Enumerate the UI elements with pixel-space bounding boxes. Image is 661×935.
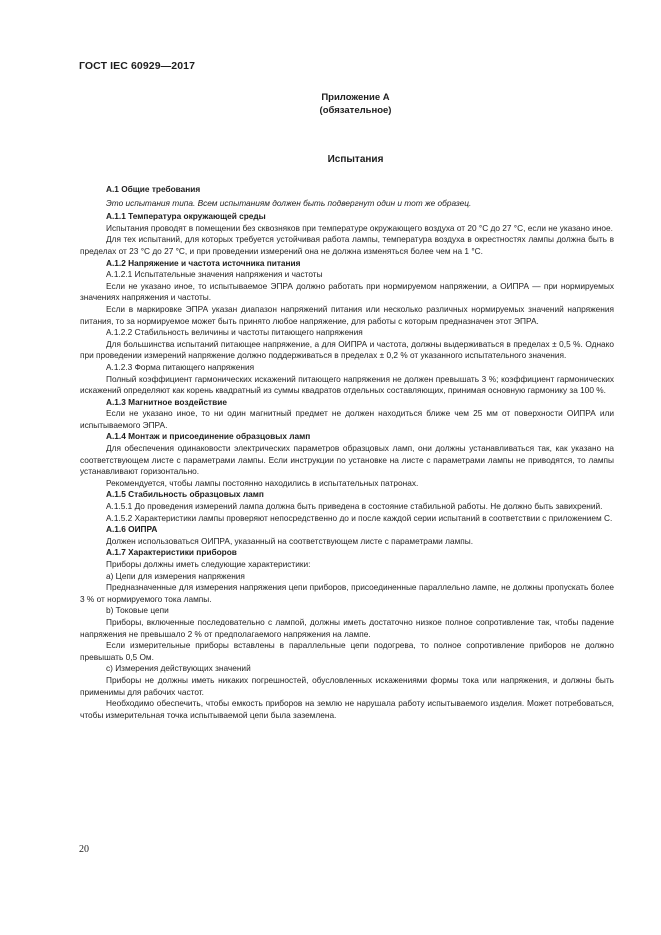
- italic-note: Это испытания типа. Всем испытаниям должен быть подвергнут один и тот же образец.: [106, 197, 472, 208]
- document-body: [80, 184, 614, 721]
- paragraph: Если не указано иное, то испытываемое ЭПРА должно работать при нормируемом напряжении, а ОИПРА — при нормируемых значениях напряжения и частоты.: [80, 280, 614, 303]
- paragraph: Предназначенные для измерения напряжения цепи приборов, присоединенные параллельно лампе, не должны пропускать более 3 % от нормируемого тока лампы.: [80, 582, 614, 604]
- paragraph: Должен использоваться ОИПРА, указанный на соответствующем листе с параметрами лампы.: [106, 535, 474, 546]
- paragraph: Приборы, включенные последовательно с лампой, должны иметь достаточно низкое полное сопротивление так, чтобы падение напряжения не превышало 2 % от предполагаемого напряжения на лампе.: [80, 616, 614, 639]
- paragraph: Испытания проводят в помещении без сквозняков при температуре окружающего воздуха от 20 °С до 27 °С, если не указано иное.: [106, 222, 613, 233]
- paragraph: Приборы не должны иметь никаких погрешностей, обусловленных искажениями формы тока или напряжения, и должны быть применимы для рабочих частот.: [80, 674, 614, 697]
- section-heading: А.1.2 Напряжение и частота источника питания: [106, 257, 301, 268]
- paragraph: Приборы должны иметь следующие характеристики:: [106, 559, 311, 569]
- section-heading: А.1.3 Магнитное воздействие: [106, 396, 227, 407]
- paragraph: Для тех испытаний, для которых требуется устойчивая работа лампы, температура воздуха в окрестностях лампы должна быть в пределах от 23 °С до 27 °С, и при проведении измерений она не должна изменяться более чем на 1 °С.: [80, 234, 614, 256]
- paragraph: Если измерительные приборы вставлены в параллельные цепи подогрева, то полное сопротивление приборов не должно превышать 0,5 Ом.: [80, 640, 614, 662]
- paragraph: А.1.2.1 Испытательные значения напряжения и частоты: [106, 269, 323, 280]
- paragraph: b) Токовые цепи: [106, 605, 169, 616]
- paragraph: Если не указано иное, то ни один магнитный предмет не должен находиться ближе чем 25 мм от поверхности ОИПРА или испытываемого ЭПРА.: [80, 408, 614, 430]
- document-header: ГОСТ IEC 60929—2017: [79, 60, 196, 72]
- section-heading: А.1 Общие требования: [106, 184, 201, 194]
- paragraph: А.1.2.3 Форма питающего напряжения: [106, 361, 255, 372]
- section-heading: А.1.5 Стабильность образцовых ламп: [106, 489, 264, 500]
- paragraph: c) Измерения действующих значений: [106, 663, 251, 674]
- annex-status: (обязательное): [319, 105, 392, 116]
- paragraph: А.1.5.1 До проведения измерений лампа должна быть приведена в состояние стабильной работы. Не должно быть завихрений.: [106, 501, 603, 512]
- section-heading: А.1.1 Температура окружающей среды: [106, 211, 266, 222]
- section-heading: А.1.4 Монтаж и присоединение образцовых ламп: [106, 431, 311, 442]
- section-heading: А.1.7 Характеристики приборов: [106, 547, 237, 558]
- paragraph: Полный коэффициент гармонических искажений питающего напряжения не должен превышать 3 %; коэффициент гармонических искажений определяют как корень квадратный из суммы квадратов отдельных составляющих, принимая основную гармонику за 100 %.: [80, 373, 614, 396]
- paragraph: А.1.5.2 Характеристики лампы проверяют непосредственно до и после каждой серии испытаний в соответствии с приложением С.: [106, 512, 613, 523]
- section-title: Испытания: [327, 154, 384, 165]
- paragraph: Для большинства испытаний питающее напряжение, а для ОИПРА и частота, должны выдерживаться в пределах ± 0,5 %. Однако при проведении измерений напряжение должно поддерживаться в пределах ± 0,2 % от указанного испытательного значения.: [80, 338, 614, 361]
- paragraph: Рекомендуется, чтобы лампы постоянно находились в испытательных патронах.: [106, 477, 419, 488]
- paragraph: а) Цепи для измерения напряжения: [106, 570, 245, 581]
- annex-title: Приложение А: [321, 92, 390, 103]
- page-number: 20: [79, 844, 89, 855]
- paragraph: Необходимо обеспечить, чтобы емкость приборов на землю не нарушала работу испытываемого изделия. Может потребоваться, чтобы измерительная точка испытываемой цепи была заземлена.: [80, 698, 614, 720]
- section-heading: А.1.6 ОИПРА: [106, 524, 158, 535]
- paragraph: Если в маркировке ЭПРА указан диапазон напряжений питания или несколько различных нормируемых значений напряжения питания, то за нормируемое может быть принято любое напряжение, для работы с которым предназначен этот ЭПРА.: [80, 303, 614, 326]
- paragraph: А.1.2.2 Стабильность величины и частоты питающего напряжения: [106, 327, 363, 338]
- paragraph: Для обеспечения одинаковости электрических параметров образцовых ламп, они должны устанавливаться так, как указано на соответствующем листе с параметрами лампы. Если инструкции по установке на листе с параметрами лампы не приводятся, то лампы устанавливают горизонтально.: [80, 443, 614, 477]
